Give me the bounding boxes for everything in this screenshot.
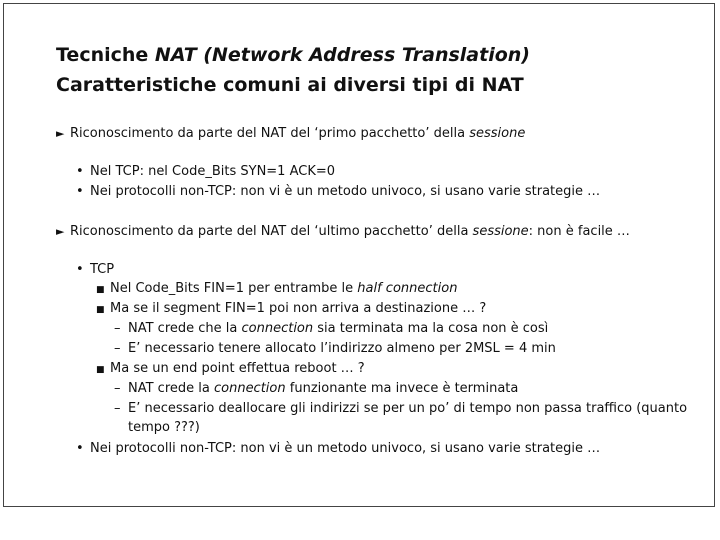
section-2-heading: ► Riconoscimento da parte del NAT del ‘ultimo pacchetto’ della sessione: non è facile … [56, 224, 630, 239]
bullet-icon: • [76, 164, 84, 179]
bullet-icon: • [76, 441, 84, 456]
deallocate-item: – E’ necessario deallocare gli indirizzi se per un po’ di tempo non passa traffico (quanto [114, 401, 688, 416]
square-icon: ■ [96, 365, 105, 375]
title-prefix: Tecniche [56, 44, 155, 66]
section-1-bullet-nontcp: • Nei protocolli non-TCP: non vi è un metodo univoco, si usano varie strategie … [76, 184, 601, 199]
dash-icon: – [114, 341, 121, 356]
nat-believes-item: – NAT crede che la connection sia terminata ma la cosa non è così [114, 321, 549, 336]
arrow-icon: ► [56, 127, 65, 140]
slide-title [56, 44, 530, 66]
keep-allocated-item: – E’ necessario tenere allocato l’indirizzo almeno per 2MSL = 4 min [114, 341, 556, 356]
bullet-icon: • [76, 184, 84, 199]
dash-icon: – [114, 321, 121, 336]
square-icon: ■ [96, 285, 105, 295]
nat-believes-active-item: – NAT crede la connection funzionante ma invece è terminata [114, 381, 519, 396]
reboot-item: ■ Ma se un end point effettua reboot … ? [96, 361, 365, 376]
fin-item: ■ Nel Code_Bits FIN=1 per entrambe le half connection [96, 281, 458, 296]
arrow-icon: ► [56, 225, 65, 238]
dash-icon: – [114, 381, 121, 396]
slide-subtitle: Caratteristiche comuni ai diversi tipi di NAT [56, 74, 524, 96]
section-1-bullet-tcp: • Nel TCP: nel Code_Bits SYN=1 ACK=0 [76, 164, 336, 179]
deallocate-item-cont: tempo ???) [128, 420, 200, 435]
title-emphasis: NAT (Network Address Translation) [154, 44, 530, 66]
dash-icon: – [114, 401, 121, 416]
bullet-icon: • [76, 262, 84, 277]
fin-missing-item: ■ Ma se il segment FIN=1 poi non arriva a destinazione … ? [96, 301, 487, 316]
section-2-bullet-nontcp: • Nei protocolli non-TCP: non vi è un metodo univoco, si usano varie strategie … [76, 441, 601, 456]
square-icon: ■ [96, 305, 105, 315]
section-1-heading: ► Riconoscimento da parte del NAT del ‘primo pacchetto’ della sessione [56, 126, 526, 141]
section-2-bullet-tcp: • TCP [76, 262, 115, 277]
